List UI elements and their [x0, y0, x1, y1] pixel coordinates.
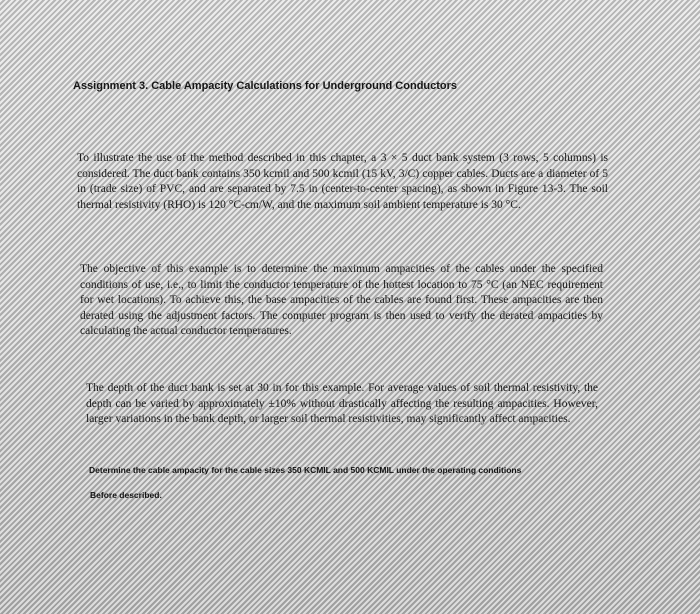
task-instruction: Determine the cable ampacity for the cable sizes 350 KCMIL and 500 KCMIL under the operating conditions — [89, 465, 522, 475]
assignment-title: Assignment 3. Cable Ampacity Calculations for Underground Conductors — [73, 80, 458, 92]
task-instruction-continued: Before described. — [90, 490, 162, 500]
paragraph-duct-depth: The depth of the duct bank is set at 30 in for this example. For average values of soil thermal resistivity, the depth can be varied by approximately ±10% without drastically affecting the resulting ampacities. However, larger variations in the bank depth, or larger soil thermal resistivities, may significantly affect ampacities. — [86, 382, 598, 426]
paragraph-objective: The objective of this example is to determine the maximum ampacities of the cables under the specified conditions of use, i.e., to limit the conductor temperature of the hottest location to 75 °C (an NEC requirement for wet locations). To achieve this, the base ampacities of the cables are found first. These ampacities are then derated using the adjustment factors. The computer program is then used to verify the derated ampacities by calculating the actual conductor temperatures. — [80, 263, 603, 338]
paragraph-problem-setup: To illustrate the use of the method described in this chapter, a 3 × 5 duct bank system (3 rows, 5 columns) is considered. The duct bank contains 350 kcmil and 500 kcmil (15 kV, 3/C) copper cables. Ducts are a diameter of 5 in (trade size) of PVC, and are separated by 7.5 in (center-to-center spacing), as shown in Figure 13-3. The soil thermal resistivity (RHO) is 120 °C-cm/W, and the maximum soil ambient temperature is 30 °C. — [77, 152, 608, 211]
